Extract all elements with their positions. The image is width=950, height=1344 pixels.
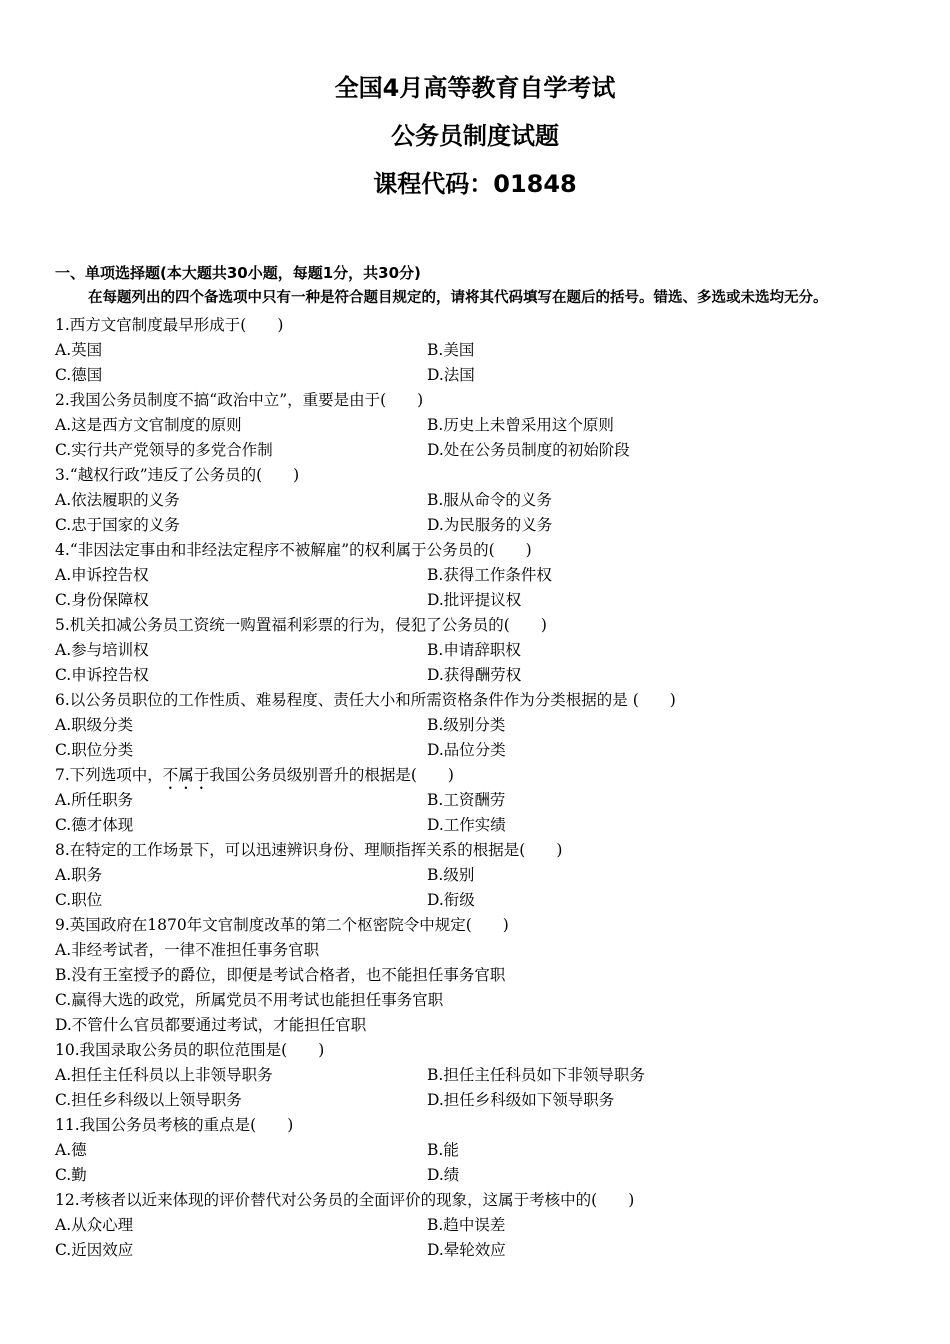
stem-prefix: 7.下列选项中， [55, 766, 163, 784]
question-stem: 4.“非因法定事由和非经法定程序不被解雇”的权利属于公务员的( ) [55, 541, 532, 559]
option-c: C.德才体现 [55, 816, 134, 834]
option-d: D.获得酬劳权 [427, 666, 522, 684]
option-b: B.趋中误差 [427, 1216, 506, 1234]
question-3 [55, 463, 895, 538]
question-stem [55, 763, 895, 788]
option-a: A.所任职务 [55, 791, 134, 809]
option-a: A.从众心理 [55, 1216, 134, 1234]
option-b: B.级别分类 [427, 716, 506, 734]
option-d: D.为民服务的义务 [427, 516, 553, 534]
option-d: D.衔级 [427, 891, 475, 909]
question-stem: 5.机关扣减公务员工资统一购置福利彩票的行为，侵犯了公务员的( ) [55, 616, 547, 634]
option-c: C.担任乡科级以上领导职务 [55, 1091, 242, 1109]
question-11 [55, 1113, 895, 1188]
question-stem: 2.我国公务员制度不搞“政治中立”，重要是由于( ) [55, 391, 424, 409]
course-code: 课程代码：01848 [373, 170, 577, 198]
option-c: C.德国 [55, 366, 103, 384]
option-a: A.申诉控告权 [55, 566, 149, 584]
question-2 [55, 388, 895, 463]
option-b: B.级别 [427, 866, 475, 884]
question-1 [55, 313, 895, 388]
option-b: B.服从命令的义务 [427, 491, 552, 509]
option-a: A.英国 [55, 341, 103, 359]
option-c: C.申诉控告权 [55, 666, 149, 684]
option-c: C.身份保障权 [55, 591, 149, 609]
question-4 [55, 538, 895, 613]
question-5 [55, 613, 895, 688]
option-b: B.获得工作条件权 [427, 566, 552, 584]
option-d: D.绩 [427, 1166, 460, 1184]
option-d: D.工作实绩 [427, 816, 506, 834]
option-c: C.实行共产党领导的多党合作制 [55, 441, 273, 459]
question-stem: 6.以公务员职位的工作性质、难易程度、责任大小和所需资格条件作为分类根据的是 ( ) [55, 691, 676, 709]
option-d: D.晕轮效应 [427, 1241, 506, 1259]
emphasized-text: 不属于 [162, 766, 210, 784]
question-stem: 8.在特定的工作场景下，可以迅速辨识身份、理顺指挥关系的根据是( ) [55, 841, 563, 859]
section-title: 一、单项选择题(本大题共30小题，每题1分，共30分) [55, 264, 421, 282]
question-9 [55, 913, 895, 1038]
option-b: B.历史上未曾采用这个原则 [427, 416, 614, 434]
option-b: B.美国 [427, 341, 475, 359]
section-instructions: 在每题列出的四个备选项中只有一种是符合题目规定的，请将其代码填写在题后的括号。错选、多选或未选均无分。 [88, 290, 828, 306]
option-b: B.申请辞职权 [427, 641, 521, 659]
option-c: C.勤 [55, 1166, 87, 1184]
question-6 [55, 688, 895, 763]
option-d: D.法国 [427, 366, 475, 384]
option-b: B.工资酬劳 [427, 791, 506, 809]
question-stem: 3.“越权行政”违反了公务员的( ) [55, 466, 300, 484]
question-10 [55, 1038, 895, 1113]
option-a: A.依法履职的义务 [55, 491, 180, 509]
option-c: C.职位分类 [55, 741, 134, 759]
option-a: A.担任主任科员以上非领导职务 [55, 1066, 273, 1084]
option-d: D.担任乡科级如下领导职务 [427, 1091, 615, 1109]
option-a: A.非经考试者，一律不准担任事务官职 [55, 941, 320, 959]
question-stem: 9.英国政府在1870年文官制度改革的第二个枢密院令中规定( ) [55, 916, 509, 934]
option-d: D.处在公务员制度的初始阶段 [427, 441, 630, 459]
subject-title: 公务员制度试题 [391, 122, 559, 150]
option-d: D.不管什么官员都要通过考试，才能担任官职 [55, 1016, 367, 1034]
option-b: B.能 [427, 1141, 459, 1159]
option-d: D.品位分类 [427, 741, 506, 759]
exam-content [55, 262, 895, 1263]
question-stem: 12.考核者以近来体现的评价替代对公务员的全面评价的现象，这属于考核中的( ) [55, 1191, 635, 1209]
stem-suffix: 我国公务员级别晋升的根据是( ) [209, 766, 454, 784]
option-b: B.没有王室授予的爵位，即便是考试合格者，也不能担任事务官职 [55, 966, 506, 984]
option-d: D.批评提议权 [427, 591, 522, 609]
option-a: A.参与培训权 [55, 641, 149, 659]
option-c: C.职位 [55, 891, 103, 909]
option-a: A.职级分类 [55, 716, 134, 734]
question-8 [55, 838, 895, 913]
exam-title: 全国4月高等教育自学考试 [334, 74, 616, 102]
option-c: C.忠于国家的义务 [55, 516, 180, 534]
question-stem: 10.我国录取公务员的职位范围是( ) [55, 1041, 325, 1059]
option-b: B.担任主任科员如下非领导职务 [427, 1066, 645, 1084]
option-a: A.这是西方文官制度的原则 [55, 416, 242, 434]
question-7 [55, 763, 895, 838]
option-c: C.近因效应 [55, 1241, 134, 1259]
option-c: C.赢得大选的政党，所属党员不用考试也能担任事务官职 [55, 991, 444, 1009]
option-a: A.职务 [55, 866, 103, 884]
document-header [0, 70, 950, 214]
question-stem: 1.西方文官制度最早形成于( ) [55, 316, 284, 334]
question-12 [55, 1188, 895, 1263]
option-a: A.德 [55, 1141, 87, 1159]
question-stem: 11.我国公务员考核的重点是( ) [55, 1116, 294, 1134]
